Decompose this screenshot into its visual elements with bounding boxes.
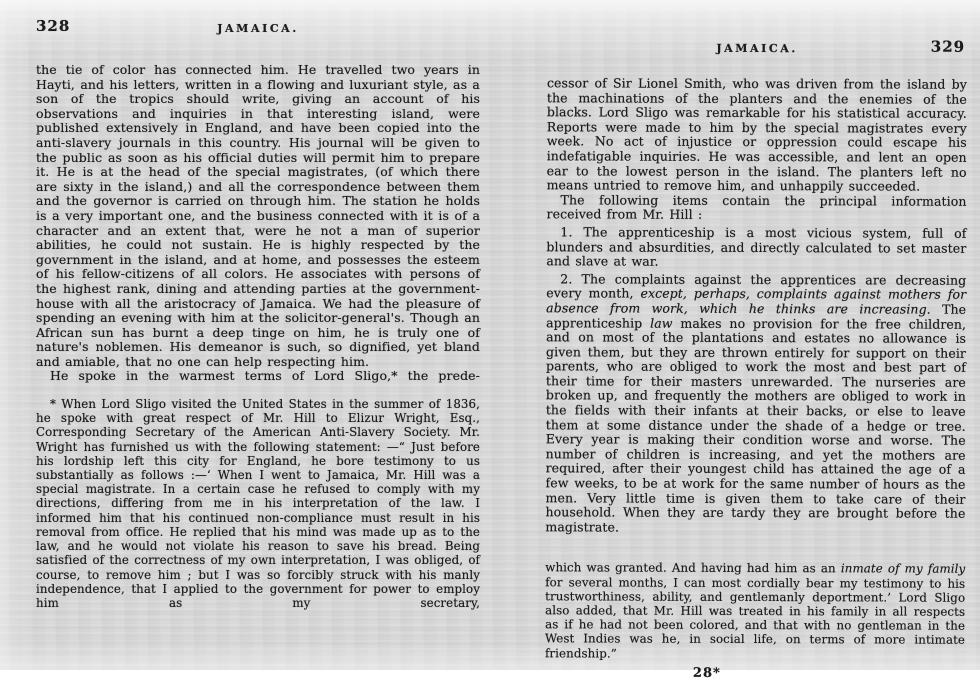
text-run: 2. The complaints against the apprentices are decreasing every month,: [546, 271, 967, 301]
right-running-head: JAMAICA.: [716, 41, 798, 56]
left-page-header: [36, 17, 480, 37]
text-run: 1. The apprenticeship is a most vicious system, full of blunders and absurdities, and directly calculated to set master and slave at war.: [546, 224, 967, 269]
italic-text-run: inmate of my family: [840, 561, 966, 577]
text-run: the tie of color has connected him. He travelled two years in Hayti, and his letters, written in a flowing and luxuriant style, as a son of the tropics should write, giving an account of his observations and inquiries in that interesting island, were published extensively in England, and have been copied into the anti-slavery journals in this country. His journal will be given to the public as soon as his official duties will permit him to prepare it. He is at the head of the special magistrates, (of which there are sixty in the island,) and all the correspondence between them and the governor is carried on through him. The station he holds is a very important one, and the business connected with it is of a character and an extent that, were he not a man of superior abilities, he could not sustain. He is highly respected by the government in the island, and at home, and possesses the esteem of his fellow-citizens of all colors. He associates with persons of the highest rank, dining and attending parties at the government-house with all the aristocracy of Jamaica. We had the pleasure of spending an evening with him at the solicitor-general's. Though an African sun has burnt a deep tinge on him, he is truly one of nature's noblemen. His demeanor is such, so dignified, yet bland and amiable, that no one can help respecting him.: [36, 62, 480, 369]
right-page-body: [545, 76, 967, 536]
paragraph: [546, 225, 966, 270]
text-run: makes no provision for the free children, and on most of the plantations and estates no allowance is given them, but they are thrown entirely for support on their parents, who are obliged to work the most and best part of their time for their masters unrewarded. The nurseries are broken up, and frequently the mothers are obliged to work in the fields with their infants at their backs, or else to leave them at some distance under the shade of a hedge or tree. Every year is making their condition worse and worse. The number of children is increasing, and yet the mothers are required, after their youngest child has attained the age of a few weeks, to be at work for the same number of hours as the men. Very little time is given them to take care of their household. When they are tardy they are brought before the magistrate.: [545, 315, 967, 535]
text-run: The following items contain the principal information received from Mr. Hill :: [546, 192, 967, 223]
left-page-number: 328: [36, 17, 71, 35]
paragraph: [36, 397, 480, 610]
left-running-head: JAMAICA.: [217, 22, 299, 35]
left-page-body: [36, 63, 480, 384]
left-page-footnote: [36, 397, 480, 610]
paragraph: [545, 272, 966, 536]
right-page-header: [547, 37, 967, 57]
paragraph: [545, 561, 965, 662]
right-page: [544, 37, 967, 681]
paragraph: [547, 76, 967, 194]
signature-mark: 28*: [692, 665, 721, 681]
paragraph: [36, 63, 480, 369]
paragraph: [546, 193, 966, 224]
text-run: cessor of Sir Lionel Smith, who was driven from the island by the machinations of the planters and the enemies of the blacks. Lord Sligo was remarkable for his statistical accuracy. Reports were made to him by the special magistrates every week. No act of injustice or oppression could escape his indefatigable inquiries. He was accessible, and lent an open ear to the lowest person in the island. The planters left no means untried to remove him, and unhappily succeeded.: [546, 75, 967, 194]
text-run: which was granted. And having had him as an: [545, 560, 841, 576]
text-run: He spoke in the warmest terms of Lord Sligo,* the prede-: [50, 368, 480, 384]
paragraph: [36, 369, 480, 384]
right-page-number: 329: [930, 37, 966, 56]
left-page: [36, 17, 480, 610]
text-run: The apprenticeship: [546, 301, 967, 331]
text-run: for several months, I can most cordially bear my testimony to his trustworthiness, ability, and gentlemanly deportment.’ Lord Sligo also added, that Mr. Hill was treated in his family in all respects as if he had not been colored, and that with no gentleman in the West Indies was he, in social life, on terms of more intimate friendship.”: [544, 574, 966, 661]
italic-text-run: except, perhaps, complaints against mothers for absence from work, which he thinks are increasing.: [546, 285, 967, 317]
right-page-footnote: [545, 561, 965, 662]
italic-text-run: law: [650, 315, 673, 331]
text-run: * When Lord Sligo visited the United States in the summer of 1836, he spoke with great respect of Mr. Hill to Elizur Wright, Esq., Corresponding Secretary of the American Anti-Slavery Society. Mr. Wright has furnished us with the following statement: —“ Just before his lordship left this city for England, he bore testimony to us substantially as follows :—‘ When I went to Jamaica, Mr. Hill was a special magistrate. In a certain case he refused to comply with my directions, differing from me in his interpretation of the law. I informed him that his continued non-compliance must result in his removal from office. He replied that his mind was made up as to the law, and he would not violate his reason to save his bread. Being satisfied of the correctness of my own interpretation, I was obliged, of course, to remove him ; but I was so forcibly struck with his manly independence, that I applied to the government for power to employ him as my secretary,: [36, 397, 480, 610]
